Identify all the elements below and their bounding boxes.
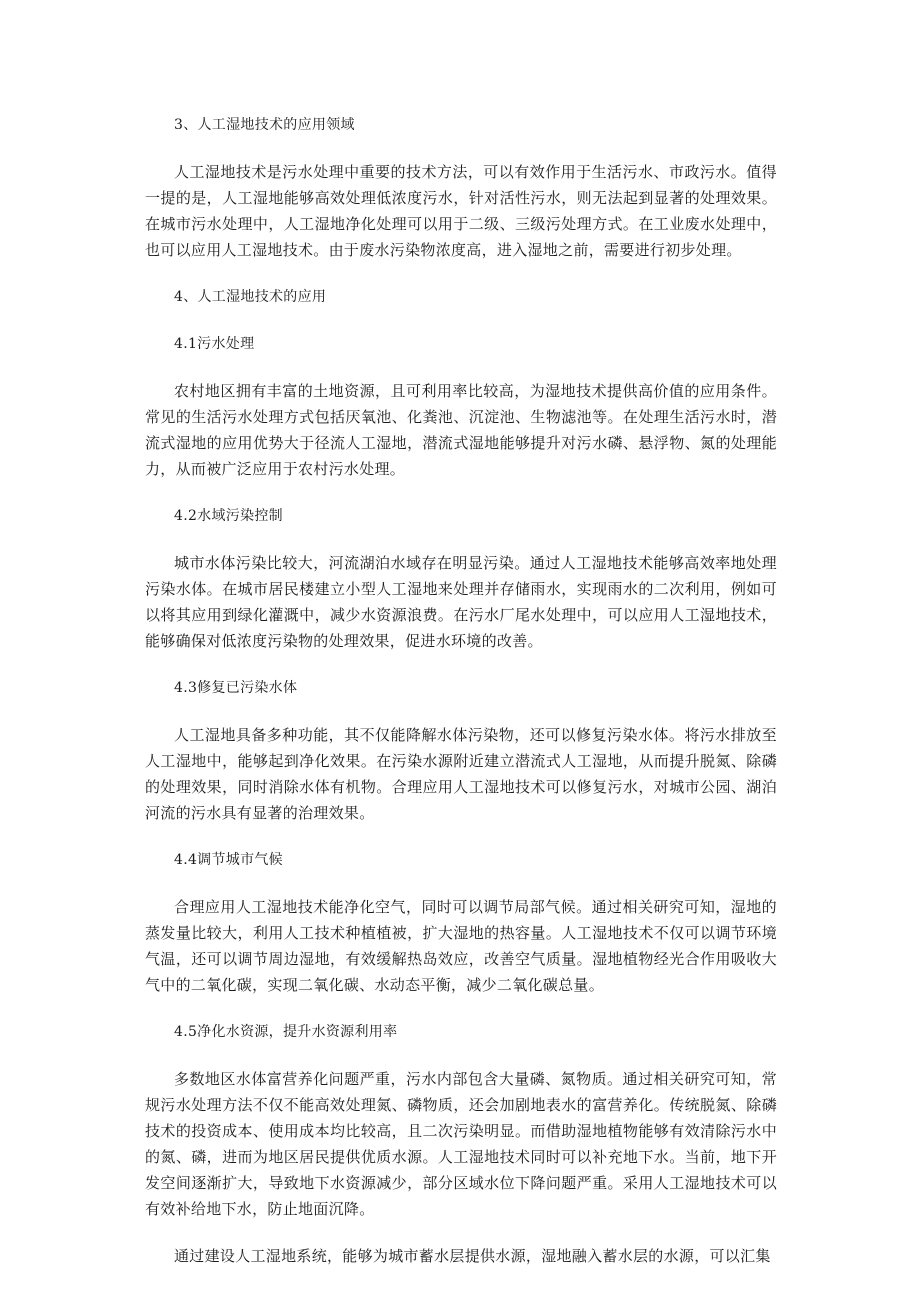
- paragraph-city-climate: 合理应用人工湿地技术能净化空气，同时可以调节局部气候。通过相关研究可知，湿地的蒸发量比较大，利用人工技术种植植被，扩大湿地的热容量。人工湿地技术不仅可以调节环境气温，还可以调节周边湿地，有效缓解热岛效应，改善空气质量。湿地植物经光合作用吸收大气中的二氧化碳，实现二氧化碳、水动态平衡，减少二氧化碳总量。: [145, 898, 777, 994]
- document-body: [145, 112, 777, 1269]
- subsection-heading-4-4: 4.4调节城市气候: [174, 852, 283, 868]
- paragraph-aquifer-supply: 通过建设人工湿地系统，能够为城市蓄水层提供水源，湿地融入蓄水层的水源，可以汇集: [174, 1247, 771, 1265]
- paragraph-sewage-treatment: 农村地区拥有丰富的土地资源，且可利用率比较高，为湿地技术提供高价值的应用条件。常见的生活污水处理方式包括厌氧池、化粪池、沉淀池、生物滤池等。在处理生活污水时，潜流式湿地的应用优势大于径流人工湿地，潜流式湿地能够提升对污水磷、悬浮物、氮的处理能力，从而被广泛应用于农村污水处理。: [145, 382, 777, 478]
- paragraph-repair-polluted-water: 人工湿地具备多种功能，其不仅能降解水体污染物，还可以修复污染水体。将污水排放至人工湿地中，能够起到净化效果。在污染水源附近建立潜流式人工湿地，从而提升脱氮、除磷的处理效果，同时消除水体有机物。合理应用人工湿地技术可以修复污水，对城市公园、湖泊河流的污水具有显著的治理效果。: [145, 726, 777, 822]
- paragraph-application-fields: 人工湿地技术是污水处理中重要的技术方法，可以有效作用于生活污水、市政污水。值得一提的是，人工湿地能够高效处理低浓度污水，针对活性污水，则无法起到显著的处理效果。在城市污水处理中，人工湿地净化处理可以用于二级、三级污处理方式。在工业废水处理中，也可以应用人工湿地技术。由于废水污染物浓度高，进入湿地之前，需要进行初步处理。: [145, 163, 777, 259]
- subsection-heading-4-2: 4.2水域污染控制: [174, 508, 283, 524]
- subsection-heading-4-3: 4.3修复已污染水体: [174, 680, 298, 696]
- section-heading-3: 3、人工湿地技术的应用领域: [174, 117, 355, 133]
- paragraph-water-pollution-control: 城市水体污染比较大，河流湖泊水域存在明显污染。通过人工湿地技术能够高效率地处理污染水体。在城市居民楼建立小型人工湿地来处理并存储雨水，实现雨水的二次利用，例如可以将其应用到绿化灌溉中，减少水资源浪费。在污水厂尾水处理中，可以应用人工湿地技术，能够确保对低浓度污染物的处理效果，促进水环境的改善。: [145, 554, 777, 650]
- subsection-heading-4-5: 4.5净化水资源，提升水资源利用率: [174, 1024, 398, 1040]
- section-heading-4: 4、人工湿地技术的应用: [174, 289, 327, 305]
- subsection-heading-4-1: 4.1污水处理: [174, 336, 255, 352]
- paragraph-water-resources: 多数地区水体富营养化问题严重，污水内部包含大量磷、氮物质。通过相关研究可知，常规污水处理方法不仅不能高效处理氮、磷物质，还会加剧地表水的富营养化。传统脱氮、除磷技术的投资成本、使用成本均比较高，且二次污染明显。而借助湿地植物能够有效清除污水中的氮、磷，进而为地区居民提供优质水源。人工湿地技术同时可以补充地下水。当前，地下开发空间逐渐扩大，导致地下水资源减少，部分区域水位下降问题严重。采用人工湿地技术可以有效补给地下水，防止地面沉降。: [145, 1070, 777, 1218]
